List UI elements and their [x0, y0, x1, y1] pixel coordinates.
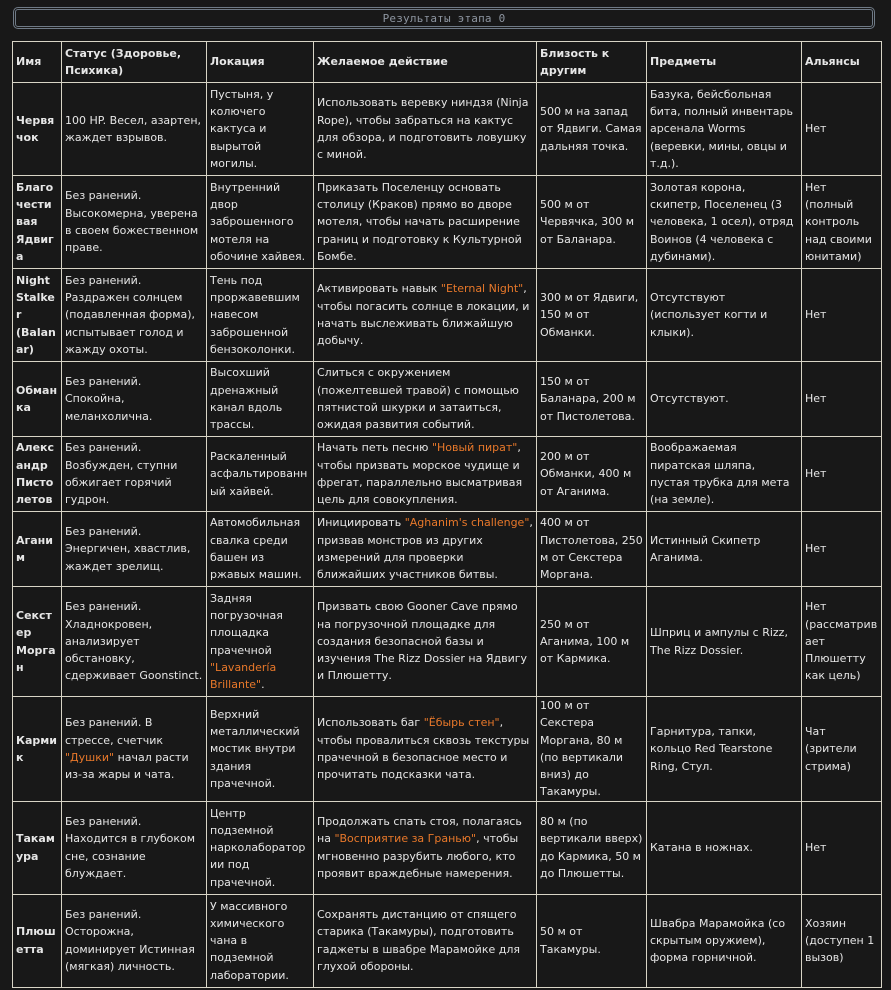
cell-status: Без ранений. Спокойна, меланхолична.: [62, 362, 207, 437]
cell-proximity: 500 м на запад от Ядвиги. Самая дальняя точка.: [537, 83, 647, 176]
table-row: [13, 83, 882, 176]
cell-name: Плюшетта: [13, 894, 62, 987]
action-text: Сохранять дистанцию от спящего старика (Такамуры), подготовить гаджеты в швабре Марамойке для глухой обороны.: [317, 908, 520, 974]
cell-proximity: 200 м от Обманки, 400 м от Аганима.: [537, 437, 647, 512]
cell-proximity: 100 м от Секстера Моргана, 80 м (по вертикали вниз) до Такамуры.: [537, 697, 647, 802]
location-text: .: [261, 678, 265, 692]
cell-location: У массивного химического чана в подземной лаборатории.: [207, 894, 314, 987]
cell-location: Высохший дренажный канал вдоль трассы.: [207, 362, 314, 437]
cell-name: Кармик: [13, 697, 62, 802]
cell-name: Александр Пистолетов: [13, 437, 62, 512]
cell-location: Центр подземной нарколаборатории под прачечной.: [207, 801, 314, 894]
column-header-name: Имя: [13, 42, 62, 83]
action-text: Призвать свою Gooner Cave прямо на погрузочной площадке для создания безопасной базы и изучения The Rizz Dossier на Ядвигу и Плюшетту.: [317, 600, 528, 683]
cell-action: [314, 801, 537, 894]
cell-action: [314, 269, 537, 362]
action-text: Слиться с окружением (пожелтевшей травой) с помощью пятнистой шкурки и затаиться, ожидая развития событий.: [317, 366, 519, 432]
column-header-alliances: Альянсы: [802, 42, 882, 83]
stage-results-title-box: [13, 7, 875, 29]
cell-proximity: 80 м (по вертикали вверх) до Кармика, 50 м до Плюшетты.: [537, 801, 647, 894]
cell-alliances: Нет: [802, 801, 882, 894]
table-row: [13, 894, 882, 987]
cell-action: [314, 176, 537, 269]
cell-alliances: Нет (рассматривает Плюшетту как цель): [802, 587, 882, 697]
cell-items: Катана в ножнах.: [647, 801, 802, 894]
cell-status: Без ранений. Возбужден, ступни обжигает горячий гудрон.: [62, 437, 207, 512]
table-row: [13, 801, 882, 894]
action-text: , чтобы погасить солнце в локации, и начать выслеживать ближайшую добычу.: [317, 282, 530, 348]
cell-status: Без ранений. Энергичен, хвастлив, жаждет зрелищ.: [62, 512, 207, 587]
stage-results-title: Результаты этапа 0: [382, 11, 506, 25]
cell-proximity: 300 м от Ядвиги, 150 м от Обманки.: [537, 269, 647, 362]
action-text: Использовать веревку ниндзя (Ninja Rope), чтобы забраться на кактус для обзора, и подготовить ловушку с миной.: [317, 96, 529, 162]
cell-items: Гарнитура, тапки, кольцо Red Tearstone Ring, Стул.: [647, 697, 802, 802]
cell-items: Отсутствуют.: [647, 362, 802, 437]
cell-items: Золотая корона, скипетр, Поселенец (3 человека, 1 осел), отряд Воинов (4 человека с дубинами).: [647, 176, 802, 269]
cell-items: Швабра Марамойка (со скрытым оружием), форма горничной.: [647, 894, 802, 987]
action-text: , чтобы призвать морское чудище и фрегат, параллельно высматривая цель для совокупления.: [317, 441, 523, 507]
cell-location: Внутренний двор заброшенного мотеля на обочине хайвея.: [207, 176, 314, 269]
cell-action: [314, 437, 537, 512]
action-text: , чтобы провалиться сквозь текстуры прачечной в безопасное место и прочитать подсказки чата.: [317, 716, 530, 782]
cell-alliances: Нет: [802, 83, 882, 176]
column-header-location: Локация: [207, 42, 314, 83]
cell-name: Такамура: [13, 801, 62, 894]
cell-name: Секстер Морган: [13, 587, 62, 697]
cell-items: Отсутствуют (использует когти и клыки).: [647, 269, 802, 362]
cell-location: [207, 587, 314, 697]
cell-proximity: 50 м от Такамуры.: [537, 894, 647, 987]
cell-status: Без ранений. Раздражен солнцем (подавленная форма), испытывает голод и жажду охоты.: [62, 269, 207, 362]
cell-name: Аганим: [13, 512, 62, 587]
cell-alliances: Чат (зрители стрима): [802, 697, 882, 802]
column-header-items: Предметы: [647, 42, 802, 83]
cell-action: [314, 894, 537, 987]
cell-proximity: 400 м от Пистолетова, 250 м от Секстера Моргана.: [537, 512, 647, 587]
cell-status: Без ранений. Осторожна, доминирует Истинная (мягкая) личность.: [62, 894, 207, 987]
table-header-row: [13, 42, 882, 83]
counter-highlight: "Душки": [65, 750, 115, 764]
skill-highlight: "Aghanim's challenge": [404, 516, 530, 530]
cell-location: Автомобильная свалка среди башен из ржавых машин.: [207, 512, 314, 587]
table-row: [13, 269, 882, 362]
cell-action: [314, 83, 537, 176]
action-text: Инициировать: [317, 516, 405, 530]
cell-name: Благочестивая Ядвига: [13, 176, 62, 269]
cell-name: Night Stalker (Balanar): [13, 269, 62, 362]
cell-items: Шприц и ампулы с Rizz, The Rizz Dossier.: [647, 587, 802, 697]
cell-status: Без ранений. Находится в глубоком сне, сознание блуждает.: [62, 801, 207, 894]
column-header-action: Желаемое действие: [314, 42, 537, 83]
action-text: Использовать баг: [317, 716, 424, 730]
cell-proximity: 150 м от Баланара, 200 м от Пистолетова.: [537, 362, 647, 437]
cell-name: Обманка: [13, 362, 62, 437]
skill-highlight: "Ёбырь стен": [423, 716, 500, 730]
cell-location: Пустыня, у колючего кактуса и вырытой могилы.: [207, 83, 314, 176]
cell-alliances: Нет: [802, 362, 882, 437]
table-row: [13, 437, 882, 512]
table-row: [13, 362, 882, 437]
cell-alliances: Хозяин (доступен 1 вызов): [802, 894, 882, 987]
status-text: начал расти из-за жары и чата.: [65, 750, 189, 782]
table-row: [13, 697, 882, 802]
cell-location: Верхний металлический мостик внутри здания прачечной.: [207, 697, 314, 802]
cell-action: [314, 587, 537, 697]
skill-highlight: "Новый пират": [431, 441, 518, 455]
action-text: Приказать Поселенцу основать столицу (Краков) прямо во дворе мотеля, чтобы начать расширение границ и подготовку к Культурной Бомбе.: [317, 180, 522, 263]
cell-items: Истинный Скипетр Аганима.: [647, 512, 802, 587]
cell-alliances: Нет: [802, 269, 882, 362]
table-row: [13, 512, 882, 587]
cell-items: Базука, бейсбольная бита, полный инвентарь арсенала Worms (веревки, мины, овцы и т.д.).: [647, 83, 802, 176]
table-row: [13, 176, 882, 269]
cell-status: [62, 697, 207, 802]
cell-proximity: 500 м от Червячка, 300 м от Баланара.: [537, 176, 647, 269]
cell-alliances: Нет: [802, 512, 882, 587]
action-text: Активировать навык: [317, 282, 441, 296]
skill-highlight: "Восприятие за Гранью": [334, 832, 477, 846]
action-text: , чтобы мгновенно разрубить любого, кто проявит враждебные намерения.: [317, 832, 519, 881]
cell-status: 100 HP. Весел, азартен, жаждет взрывов.: [62, 83, 207, 176]
action-text: Продолжать спать стоя, полагаясь на: [317, 815, 522, 846]
results-table: [12, 41, 882, 988]
table-row: [13, 587, 882, 697]
place-highlight: "Lavandería Brillante": [210, 660, 277, 692]
action-text: , призвав монстров из других измерений для проверки ближайших участников битвы.: [317, 516, 533, 582]
cell-status: Без ранений. Высокомерна, уверена в своем божественном праве.: [62, 176, 207, 269]
cell-location: Раскаленный асфальтированный хайвей.: [207, 437, 314, 512]
column-header-status: Статус (Здоровье, Психика): [62, 42, 207, 83]
column-header-proximity: Близость к другим: [537, 42, 647, 83]
cell-name: Червячок: [13, 83, 62, 176]
cell-items: Воображаемая пиратская шляпа, пустая трубка для мета (на земле).: [647, 437, 802, 512]
location-text: Задняя погрузочная площадка прачечной: [210, 591, 283, 657]
status-text: Без ранений. В стрессе, счетчик: [65, 716, 164, 747]
cell-action: [314, 362, 537, 437]
cell-alliances: Нет: [802, 437, 882, 512]
skill-highlight: "Eternal Night": [440, 282, 524, 296]
cell-status: Без ранений. Хладнокровен, анализирует обстановку, сдерживает Goonstinct.: [62, 587, 207, 697]
cell-proximity: 250 м от Аганима, 100 м от Кармика.: [537, 587, 647, 697]
action-text: Начать петь песню: [317, 441, 432, 455]
cell-location: Тень под проржавевшим навесом заброшенной бензоколонки.: [207, 269, 314, 362]
cell-alliances: Нет (полный контроль над своими юнитами): [802, 176, 882, 269]
cell-action: [314, 697, 537, 802]
cell-action: [314, 512, 537, 587]
